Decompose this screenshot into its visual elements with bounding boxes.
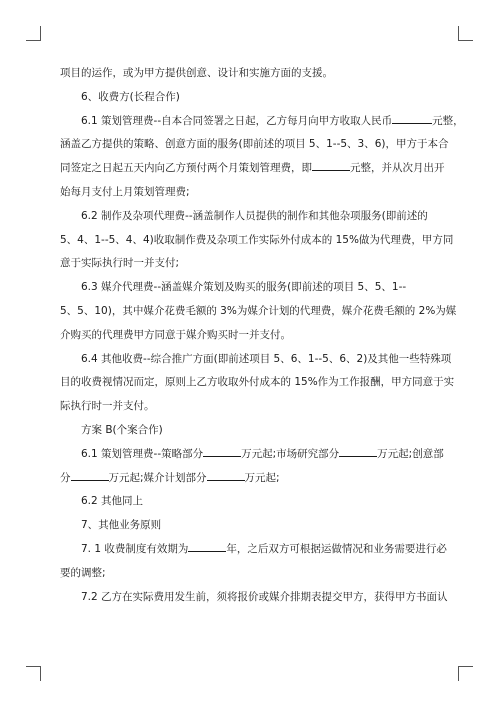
paragraph-line: 6.4 其他收费--综合推广方面(即前述项目 5、6、1--5、6、2)及其他一些特殊项: [81, 352, 452, 365]
blank-field-strategy-fee[interactable]: [203, 445, 241, 457]
paragraph-line: 介购买的代理费甲方同意于媒介购买时一并支付。: [60, 328, 291, 341]
paragraph-line: 5、4、1--5、4、4)收取制作费及杂项工作实际外付成本的 15%做为代理费，甲方同: [60, 233, 454, 246]
paragraph-line: 涵盖乙方提供的策略、创意方面的服务(即前述的项目 5、1--5、3、6)，甲方于本合: [60, 138, 449, 151]
paragraph-line: 7.2 乙方在实际费用发生前，须将报价或媒介排期表提交甲方，获得甲方书面认: [81, 590, 448, 603]
paragraph-line: 始每月支付上月策划管理费;: [60, 185, 190, 198]
paragraph-line: 际执行时一并支付。: [60, 400, 155, 413]
blank-field-monthly-fee[interactable]: [392, 112, 432, 124]
blank-field-research-fee[interactable]: [339, 445, 377, 457]
paragraph-line: 6.2 其他同上: [81, 495, 144, 508]
paragraph-line: 要的调整;: [60, 566, 106, 579]
crop-mark-bottom-left: [26, 666, 41, 681]
paragraph-line: 7. 1 收费制度有效期为 年，之后双方可根据运做情况和业务需要进行必: [60, 538, 445, 562]
blank-field-validity-years[interactable]: [188, 540, 226, 552]
section-heading-fees: 6、收费方(长程合作): [81, 90, 180, 103]
paragraph-line: 6.2 制作及杂项代理费--涵盖制作人员提供的制作和其他杂项服务(即前述的: [81, 209, 428, 222]
paragraph-line: 6.3 媒介代理费--涵盖媒介策划及购买的服务(即前述的项目 5、5、1--: [81, 281, 407, 294]
section-heading-other-principles: 7、其他业务原则: [81, 519, 162, 532]
paragraph-line: 目的收费视情况而定，原则上乙方收取外付成本的 15%作为工作报酬，甲方同意于实: [60, 376, 455, 389]
paragraph-line: 项目的运作，或为甲方提供创意、设计和实施方面的支援。: [60, 67, 333, 79]
crop-mark-top-left: [26, 26, 41, 41]
crop-mark-top-right: [458, 26, 473, 41]
crop-mark-bottom-right: [458, 666, 473, 681]
paragraph-line: 6.1 策划管理费--自本合同签署之日起，乙方每月向甲方收取人民币 元整，: [60, 110, 445, 134]
paragraph-line: 同签定之日起五天内向乙方预付两个月策划管理费，即 元整，并从次月出开: [60, 157, 445, 181]
blank-field-media-plan-fee[interactable]: [207, 469, 245, 481]
blank-field-creative-fee[interactable]: [71, 469, 109, 481]
paragraph-line: 意于实际执行时一并支付;: [60, 257, 180, 270]
paragraph-line: 6.1 策划管理费--策略部分 万元起;市场研究部分 万元起;创意部: [60, 443, 445, 467]
paragraph-line: 分 万元起;媒介计划部分 万元起;: [60, 467, 445, 491]
section-heading-plan-b: 方案 B(个案合作): [81, 423, 163, 436]
blank-field-prepay-amount[interactable]: [312, 159, 350, 171]
paragraph-line: 5、5、10)，其中媒介花费毛额的 3%为媒介计划的代理费，媒介花费毛额的 2%为媒: [60, 304, 457, 317]
document-body: [60, 62, 464, 609]
